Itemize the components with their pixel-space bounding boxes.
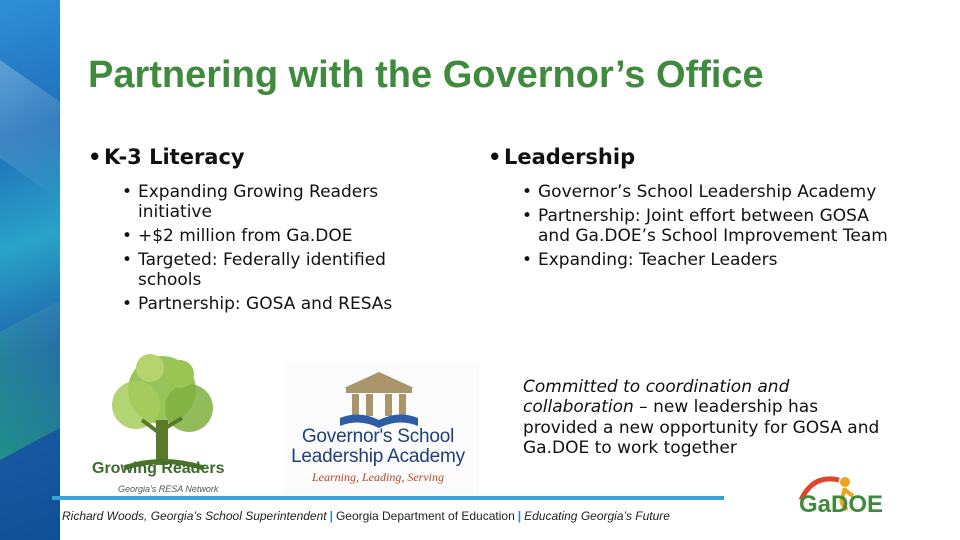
tree-canopy — [112, 381, 160, 429]
list-item-text: Partnership: Joint effort between GOSA and Ga.DOE’s School Improvement Team — [538, 206, 888, 247]
footer-text — [62, 509, 670, 523]
closing-statement — [523, 377, 883, 459]
side-band-facet — [0, 60, 60, 200]
bullet-glyph: • — [122, 226, 133, 247]
list-item-text: Governor’s School Leadership Academy — [538, 182, 877, 203]
list-item — [522, 206, 888, 246]
list-item — [122, 182, 448, 222]
bullet-glyph: • — [522, 250, 533, 271]
statement-rest: – new leadership has provided a new opportunity for GOSA and Ga.DOE to work together — [523, 397, 880, 459]
building-roof — [344, 372, 414, 388]
right-column — [488, 145, 888, 274]
building-column — [385, 394, 392, 416]
list-item — [522, 182, 888, 202]
slide-title: Partnering with the Governor’s Office — [88, 54, 764, 96]
gadoe-wordmark: GaDOE — [799, 491, 884, 518]
heading-text: Leadership — [504, 145, 636, 169]
list-item-text: Targeted: Federally identified schools — [138, 250, 386, 291]
heading-text: K-3 Literacy — [104, 145, 245, 169]
bullet-glyph: • — [88, 145, 102, 169]
footer-department: Georgia Department of Education — [335, 509, 515, 523]
list-item — [122, 294, 448, 314]
building-column — [352, 394, 359, 416]
bullet-glyph: • — [522, 206, 533, 227]
right-column-heading — [488, 145, 888, 170]
building-column — [366, 394, 373, 416]
left-column-heading — [88, 145, 448, 170]
list-item-text: Expanding Growing Readers initiative — [138, 182, 379, 223]
gsla-logo — [284, 362, 479, 497]
bullet-glyph: • — [522, 182, 533, 203]
gadoe-figure-head — [840, 477, 850, 487]
list-item — [522, 250, 888, 270]
gsla-name-line1: Governor's School — [301, 426, 455, 447]
tree-canopy — [136, 354, 164, 382]
gsla-tagline: Learning, Leading, Serving — [312, 470, 444, 484]
gsla-name-line2: Leadership Academy — [291, 446, 465, 467]
left-column — [88, 145, 448, 318]
bullet-glyph: • — [122, 250, 133, 271]
bullet-glyph: • — [122, 294, 133, 315]
bullet-glyph: • — [122, 182, 133, 203]
list-item — [122, 250, 448, 290]
footer-separator: | — [517, 509, 522, 523]
footer-separator: | — [329, 509, 333, 523]
right-bullet-list — [488, 182, 888, 270]
decorative-side-band — [0, 0, 60, 540]
footer-superintendent: Richard Woods, Georgia’s School Superintendent — [62, 509, 327, 523]
list-item — [122, 226, 448, 246]
list-item-text: Expanding: Teacher Leaders — [538, 250, 778, 271]
bullet-glyph: • — [488, 145, 502, 169]
tree-canopy — [166, 360, 194, 388]
side-band-facet — [0, 300, 60, 460]
building-column — [399, 394, 406, 416]
growing-readers-subtitle: Georgia's RESA Network — [118, 484, 219, 494]
left-bullet-list — [88, 182, 448, 314]
statement-emphasis: Committed to coordination and collaboration — [523, 377, 790, 418]
list-item-text: +$2 million from Ga.DOE — [138, 226, 353, 247]
footer-rule — [52, 496, 724, 500]
building-beam — [346, 388, 412, 393]
growing-readers-name: Growing Readers — [92, 460, 225, 477]
gadoe-logo — [793, 470, 898, 522]
footer-tagline: Educating Georgia’s Future — [524, 509, 670, 523]
list-item-text: Partnership: GOSA and RESAs — [138, 294, 393, 315]
